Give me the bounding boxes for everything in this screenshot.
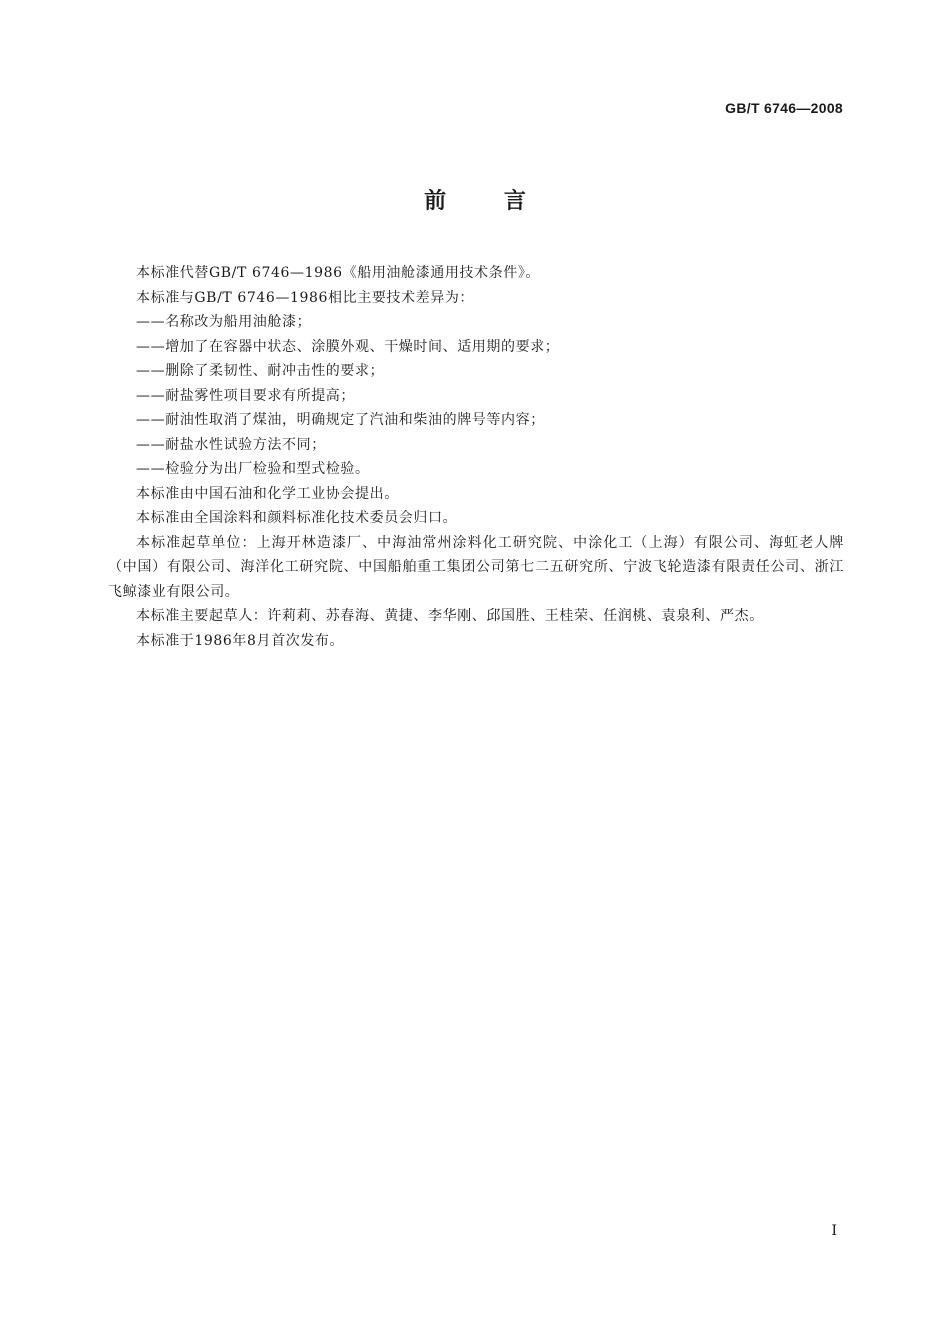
paragraph-proposed-by: 本标准由中国石油和化学工业协会提出。 xyxy=(136,485,399,502)
paragraph-replaces: 本标准代替GB/T 6746—1986《船用油舱漆通用技术条件》。 xyxy=(136,265,541,281)
paragraph-differences-intro: 本标准与GB/T 6746—1986相比主要技术差异为： xyxy=(136,289,475,306)
list-item-salt-spray: ——耐盐雾性项目要求有所提高； xyxy=(136,387,355,404)
paragraph-drafting-units: 本标准起草单位：上海开林造漆厂、中海油常州涂料化工研究院、中涂化工（上海）有限公司、海虹老人牌（中国）有限公司、海洋化工研究院、中国船舶重工集团公司第七二五研究所、宁波飞轮造漆有限责任公司、浙江飞鲸漆业有限公司。 xyxy=(108,534,844,600)
paragraph-administered-by: 本标准由全国涂料和颜料标准化技术委员会归口。 xyxy=(136,510,458,526)
list-item-salt-water: ——耐盐水性试验方法不同； xyxy=(136,436,326,453)
paragraph-drafters: 本标准主要起草人：许莉莉、苏春海、黄捷、李华刚、邱国胜、王桂荣、任润桃、袁泉利、严杰。 xyxy=(136,608,764,624)
list-item-name-change: ——名称改为船用油舱漆； xyxy=(136,314,312,330)
page-title-char-1: 前 xyxy=(424,189,447,214)
page-title xyxy=(0,184,950,215)
list-item-added-requirements: ——增加了在容器中状态、涂膜外观、干燥时间、适用期的要求； xyxy=(136,338,560,355)
page-title-char-2: 言 xyxy=(503,189,526,214)
standard-code: GB/T 6746—2008 xyxy=(725,100,843,116)
page-number: I xyxy=(831,1223,837,1239)
foreword-body xyxy=(108,261,844,653)
list-item-oil-resistance: ——耐油性取消了煤油，明确规定了汽油和柴油的牌号等内容； xyxy=(136,412,545,428)
list-item-inspection: ——检验分为出厂检验和型式检验。 xyxy=(136,461,370,477)
paragraph-first-issued: 本标准于1986年8月首次发布。 xyxy=(136,632,345,649)
list-item-deleted-requirements: ——删除了柔韧性、耐冲击性的要求； xyxy=(136,363,385,379)
